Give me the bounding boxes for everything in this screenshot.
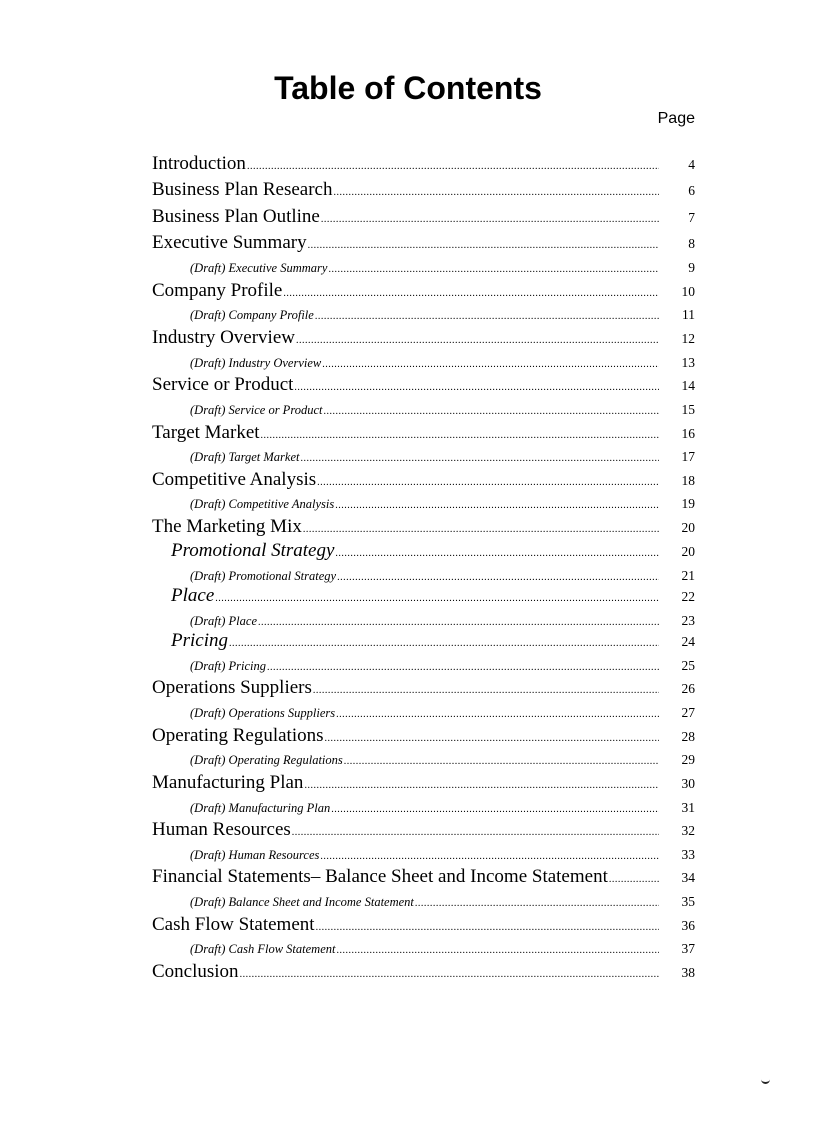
toc-entry-title: (Draft) Pricing: [190, 658, 267, 673]
dot-leader: [283, 288, 659, 299]
toc-page-number: 4: [688, 156, 695, 172]
toc-entry-row: [152, 540, 695, 562]
toc-entry[interactable]: [152, 938, 695, 959]
toc-entry-title: Financial Statements: [152, 866, 311, 888]
toc-entry-title: (Draft) Human Resources: [190, 847, 320, 862]
toc-entry-title: Manufacturing Plan: [152, 771, 304, 793]
dot-leader: [609, 874, 659, 885]
toc-entry-row: [152, 449, 695, 465]
dot-leader: [336, 709, 659, 720]
toc-entry-title: Place: [171, 585, 215, 607]
toc-entry-row: [152, 206, 695, 228]
dot-leader: [344, 756, 659, 767]
toc-entry[interactable]: [152, 585, 695, 609]
toc-entry-row: [152, 847, 695, 863]
toc-entry-row: [152, 179, 695, 201]
toc-entry-title: Business Plan Outline: [152, 205, 320, 227]
toc-entry-title: (Draft) Operating Regulations: [190, 753, 343, 768]
toc-entry-row: [152, 469, 695, 491]
dot-leader: [324, 406, 660, 417]
dot-leader: [315, 311, 659, 322]
toc-entry-row: [152, 374, 695, 396]
dot-leader: [317, 477, 659, 488]
dot-leader: [261, 430, 659, 441]
toc-page-number: 13: [681, 354, 695, 370]
toc-page-number: 26: [681, 681, 695, 697]
toc-page-number: 17: [681, 449, 695, 465]
toc-entry-title: (Draft) Service or Product: [190, 402, 323, 417]
toc-entry-title: (Draft) Competitive Analysis: [190, 497, 335, 512]
toc-entry[interactable]: [152, 177, 695, 204]
dot-leader: [322, 359, 659, 370]
toc-entry-row: [152, 961, 695, 983]
toc-entry-title: Operating Regulations: [152, 724, 324, 746]
toc-entry[interactable]: [152, 701, 695, 722]
toc-entry-subtitle: – Balance Sheet and Income Statement: [310, 866, 608, 888]
toc-entry-row: [152, 327, 695, 349]
toc-entry-row: [152, 355, 695, 371]
toc-page-number: 22: [681, 589, 695, 605]
toc-page-number: 15: [681, 401, 695, 417]
toc-page-number: 14: [681, 378, 695, 394]
dot-leader: [321, 214, 659, 225]
toc-entry[interactable]: [152, 372, 695, 399]
toc-entry-title: Promotional Strategy: [171, 540, 335, 562]
toc-entry-row: [152, 725, 695, 747]
toc-page-number: 20: [681, 520, 695, 536]
toc-entry-row: [152, 705, 695, 721]
toc-entry[interactable]: [152, 256, 695, 277]
dot-leader: [336, 945, 659, 956]
toc-page-number: 9: [688, 260, 695, 276]
toc-entry-row: [152, 941, 695, 957]
toc-entry-title: (Draft) Operations Suppliers: [190, 705, 336, 720]
toc-entry-row: [152, 260, 695, 276]
toc-entry-row: [152, 677, 695, 699]
toc-entry-row: [152, 613, 695, 629]
dot-leader: [335, 500, 659, 511]
toc-page-number: 18: [681, 472, 695, 488]
dot-leader: [308, 240, 659, 251]
toc-entry-row: [152, 422, 695, 444]
toc-entry-title: Industry Overview: [152, 326, 295, 348]
toc-entry-title: Human Resources: [152, 819, 291, 841]
page-column-header: Page: [657, 110, 695, 127]
toc-entry-title: (Draft) Target Market: [190, 450, 300, 465]
toc-entry-row: [152, 800, 695, 816]
toc-page-number: 38: [681, 964, 695, 980]
dot-leader: [333, 187, 659, 198]
dot-leader: [331, 804, 659, 815]
toc-page-number: 32: [681, 823, 695, 839]
toc-entry[interactable]: [152, 796, 695, 817]
toc-entry-row: [152, 516, 695, 538]
dot-leader: [267, 662, 659, 673]
toc-entry[interactable]: [152, 864, 695, 891]
toc-entry-title: (Draft) Balance Sheet and Income Statement: [190, 895, 414, 910]
dot-leader: [247, 161, 659, 172]
toc-entry[interactable]: [152, 203, 695, 230]
toc-page-number: 8: [688, 236, 695, 252]
toc-entry-title: The Marketing Mix: [152, 516, 302, 538]
toc-page-number: 11: [682, 307, 695, 323]
toc-page-number: 25: [681, 657, 695, 673]
toc-entry[interactable]: [152, 890, 695, 911]
toc-page-number: 28: [681, 728, 695, 744]
toc-entry[interactable]: [152, 398, 695, 419]
dot-leader: [320, 851, 659, 862]
toc-page-number: 24: [681, 634, 695, 649]
toc-entry-row: [152, 402, 695, 418]
toc-entry-title: Pricing: [171, 630, 228, 651]
toc-page-number: 16: [681, 425, 695, 441]
toc-entry[interactable]: [152, 609, 695, 630]
toc-entry-title: Company Profile: [152, 279, 283, 301]
toc-entry-row: [152, 280, 695, 302]
toc-entry-title: Operations Suppliers: [152, 677, 312, 699]
toc-entry-row: [152, 914, 695, 936]
toc-entry[interactable]: [152, 304, 695, 325]
toc-entry-row: [152, 153, 695, 175]
toc-entry[interactable]: [152, 722, 695, 749]
toc-page-number: 21: [681, 567, 695, 583]
toc-entry-title: Competitive Analysis: [152, 468, 317, 490]
toc-entry[interactable]: [152, 749, 695, 770]
toc-entry[interactable]: [152, 630, 695, 654]
toc-entry[interactable]: [152, 654, 695, 675]
toc-page-number: 29: [681, 752, 695, 768]
table-of-contents: [152, 150, 695, 985]
toc-entry-row: [152, 866, 695, 888]
dot-leader: [415, 898, 659, 909]
dot-leader: [296, 335, 659, 346]
toc-entry-title: (Draft) Company Profile: [190, 308, 314, 323]
page-title: Table of Contents: [274, 70, 542, 106]
toc-entry[interactable]: [152, 351, 695, 372]
toc-entry[interactable]: [152, 493, 695, 514]
toc-entry[interactable]: [152, 911, 695, 938]
dot-leader: [292, 827, 659, 838]
toc-entry-title: (Draft) Promotional Strategy: [190, 568, 337, 583]
toc-page-number: 34: [681, 870, 695, 886]
toc-page-number: 33: [681, 846, 695, 862]
toc-entry[interactable]: [152, 446, 695, 467]
page-number-fragment: [761, 1078, 770, 1084]
toc-entry-title: Introduction: [152, 152, 246, 174]
toc-page-number: 7: [688, 209, 695, 225]
toc-entry-row: [152, 568, 695, 584]
toc-entry[interactable]: [152, 419, 695, 446]
toc-entry-title: Executive Summary: [152, 232, 307, 254]
dot-leader: [313, 685, 659, 696]
toc-entry[interactable]: [152, 466, 695, 493]
toc-entry[interactable]: [152, 230, 695, 257]
toc-page-number: 23: [681, 612, 695, 628]
toc-page-number: 20: [681, 544, 695, 560]
toc-page-number: 27: [681, 704, 695, 720]
toc-page-number: 19: [681, 496, 695, 512]
toc-entry-title: (Draft) Cash Flow Statement: [190, 942, 336, 957]
toc-entry[interactable]: [152, 958, 695, 985]
dot-leader: [335, 548, 659, 559]
toc-entry[interactable]: [152, 564, 695, 585]
toc-page-number: 36: [681, 917, 695, 933]
toc-entry[interactable]: [152, 769, 695, 796]
toc-entry-title: (Draft) Industry Overview: [190, 355, 322, 370]
toc-entry-row: [152, 232, 695, 254]
toc-entry-row: [152, 307, 695, 323]
toc-entry-row: [152, 496, 695, 512]
toc-entry[interactable]: [152, 150, 695, 177]
toc-entry[interactable]: [152, 817, 695, 844]
toc-entry-row: [152, 819, 695, 841]
dot-leader: [258, 617, 659, 628]
toc-page-number: 35: [681, 894, 695, 910]
toc-entry[interactable]: [152, 513, 695, 540]
dot-leader: [240, 969, 659, 980]
dot-leader: [294, 382, 659, 393]
dot-leader: [328, 264, 659, 275]
toc-entry-title: (Draft) Manufacturing Plan: [190, 800, 331, 815]
dot-leader: [303, 524, 659, 535]
toc-entry-title: (Draft) Place: [190, 613, 257, 628]
dot-leader: [304, 780, 659, 791]
toc-entry[interactable]: [152, 324, 695, 351]
toc-entry-title: (Draft) Executive Summary: [190, 261, 328, 276]
toc-entry-row: [152, 585, 695, 607]
dot-leader: [337, 572, 659, 583]
toc-entry-title: Conclusion: [152, 960, 239, 982]
toc-page-number: 31: [681, 799, 695, 815]
toc-page-number: 12: [681, 330, 695, 346]
toc-entry[interactable]: [152, 277, 695, 304]
dot-leader: [301, 453, 660, 464]
toc-entry[interactable]: [152, 540, 695, 564]
toc-entry[interactable]: [152, 675, 695, 702]
toc-entry-title: Service or Product: [152, 374, 294, 396]
dot-leader: [316, 922, 659, 933]
dot-leader: [325, 733, 660, 744]
toc-entry-row: [152, 752, 695, 768]
toc-entry-title: Business Plan Research: [152, 179, 333, 201]
toc-entry-row: [152, 894, 695, 910]
toc-entry-row: [152, 658, 695, 674]
toc-page-number: 10: [681, 283, 695, 299]
toc-entry-row: [152, 772, 695, 794]
toc-page-number: 37: [681, 941, 695, 957]
toc-entry-title: Cash Flow Statement: [152, 913, 315, 935]
toc-page-number: 30: [681, 775, 695, 791]
toc-entry[interactable]: [152, 843, 695, 864]
dot-leader: [215, 593, 659, 604]
toc-entry-title: Target Market: [152, 421, 260, 443]
toc-page-number: 6: [688, 183, 695, 199]
toc-entry-row: [152, 630, 695, 652]
dot-leader: [229, 638, 659, 649]
